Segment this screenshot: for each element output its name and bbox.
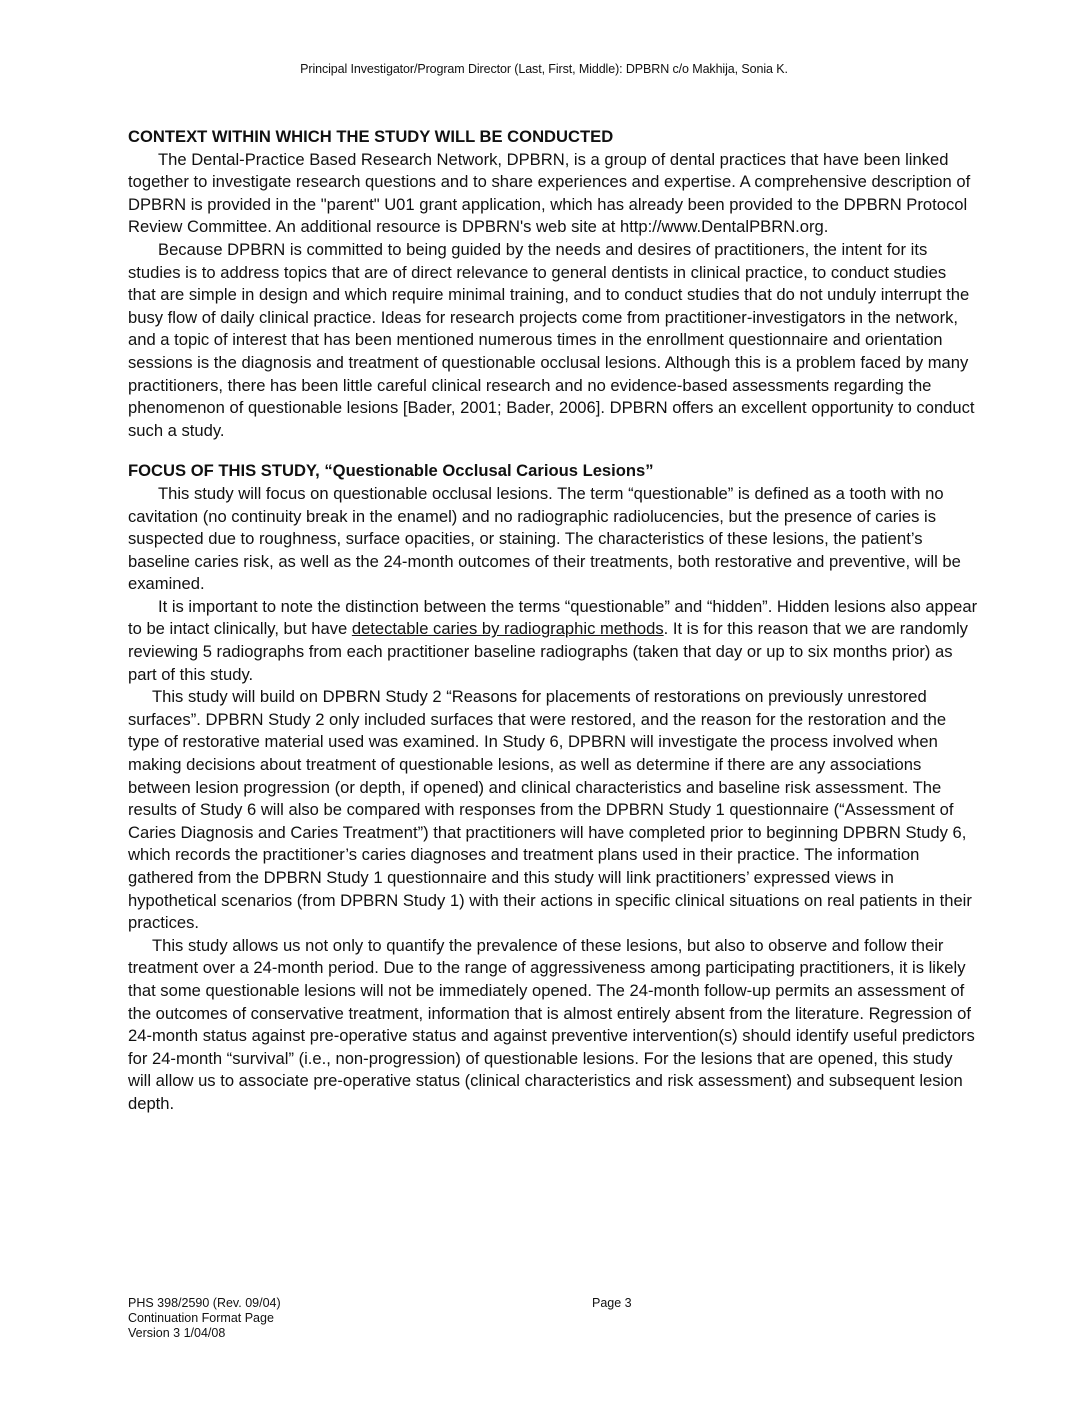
underlined-phrase: detectable caries by radiographic methods [351, 619, 664, 639]
paragraph: This study will focus on questionable occlusal lesions. The term “questionable” is defined as a tooth with no cavitation (no continuity break in the enamel) and no radiographic radiolucencies, but the presence of caries is suspected due to roughness, surface opacities, or staining. The characteristics of these lesions, the patient’s baseline caries risk, as well as the 24-month outcomes of their treatments, both restorative and preventive, will be examined. [128, 483, 961, 594]
paragraph-text: . It is for this reason that we are randomly reviewing 5 radiographs from each practitioner baseline radiographs (taken that day or up to six months prior) as part of this study. [128, 619, 968, 684]
paragraph: Because DPBRN is committed to being guided by the needs and desires of practitioners, the intent for its studies is to address topics that are of direct relevance to general dentists in clinical practice, to conduct studies that are simple in design and which require minimal training, and to conduct studies that do not unduly interrupt the busy flow of daily clinical practice. Ideas for research projects come from practitioner-investigators in the network, and a topic of interest that has been mentioned numerous times in the enrollment questionnaire and orientation sessions is the diagnosis and treatment of questionable occlusal lesions. Although this is a problem faced by many practitioners, there has been little careful clinical research and no evidence-based assessments regarding the phenomenon of questionable lesions [Bader, 2001; Bader, 2006]. DPBRN offers an excellent opportunity to conduct such a study. [128, 239, 975, 440]
paragraph: This study will build on DPBRN Study 2 “Reasons for placements of restorations on previously unrestored surfaces”. DPBRN Study 2 only included surfaces that were restored, and the reason for the restoration and the type of restorative material used was examined. In Study 6, DPBRN will investigate the process involved when making decisions about treatment of questionable lesions, as well as determine if there are any associations between lesion progression (or depth, if opened) and clinical characteristics and baseline risk assessment. The results of Study 6 will also be compared with responses from the DPBRN Study 1 questionnaire (“Assessment of Caries Diagnosis and Caries Treatment”) that practitioners will have completed prior to beginning DPBRN Study 6, which records the practitioner’s caries diagnoses and treatment plans used in their practice. The information gathered from the DPBRN Study 1 questionnaire and this study will link practitioners’ expressed views in hypothetical scenarios (from DPBRN Study 1) with their actions in specific clinical situations on real patients in their practices. [128, 687, 972, 933]
section-heading-focus: FOCUS OF THIS STUDY, “Questionable Occlusal Carious Lesions” [128, 461, 654, 481]
paragraph: The Dental-Practice Based Research Network, DPBRN, is a group of dental practices that have been linked together to investigate research questions and to share experiences and expertise. A comprehensive description of DPBRN is provided in the "parent" U01 grant application, which has already been provided to the DPBRN Protocol Review Committee. An additional resource is DPBRN's web site at http://www.DentalPBRN.org. [128, 149, 971, 237]
paragraph [128, 596, 978, 686]
section-focus [128, 460, 978, 1115]
footer-version: Version 3 1/04/08 [128, 1326, 226, 1340]
footer-format: Continuation Format Page [128, 1311, 274, 1325]
document-body [128, 126, 978, 1116]
paragraph-text: It is important to note the distinction between the terms “questionable” and “hidden”. Hidden lesions also appear to be intact clinically, but have [128, 596, 978, 639]
paragraph: This study allows us not only to quantify the prevalence of these lesions, but also to observe and follow their treatment over a 24-month period. Due to the range of aggressiveness among participating practitioners, it is likely that some questionable lesions will not be immediately opened. The 24-month follow-up permits an assessment of the outcomes of conservative treatment, information that is almost entirely absent from the literature. Regression of 24-month status against pre-operative status and against preventive intervention(s) should identify useful predictors for 24-month “survival” (i.e., non-progression) of questionable lesions. For the lesions that are opened, this study will allow us to associate pre-operative status (clinical characteristics and risk assessment) and subsequent lesion depth. [128, 935, 975, 1113]
section-context [128, 126, 978, 442]
page-footer [128, 1296, 281, 1341]
page-header: Principal Investigator/Program Director (Last, First, Middle): DPBRN c/o Makhija, Sonia K. [300, 62, 788, 76]
footer-form-number: PHS 398/2590 (Rev. 09/04) [128, 1296, 281, 1310]
section-heading-context: CONTEXT WITHIN WHICH THE STUDY WILL BE CONDUCTED [128, 127, 614, 146]
page-number: Page 3 [592, 1296, 632, 1310]
